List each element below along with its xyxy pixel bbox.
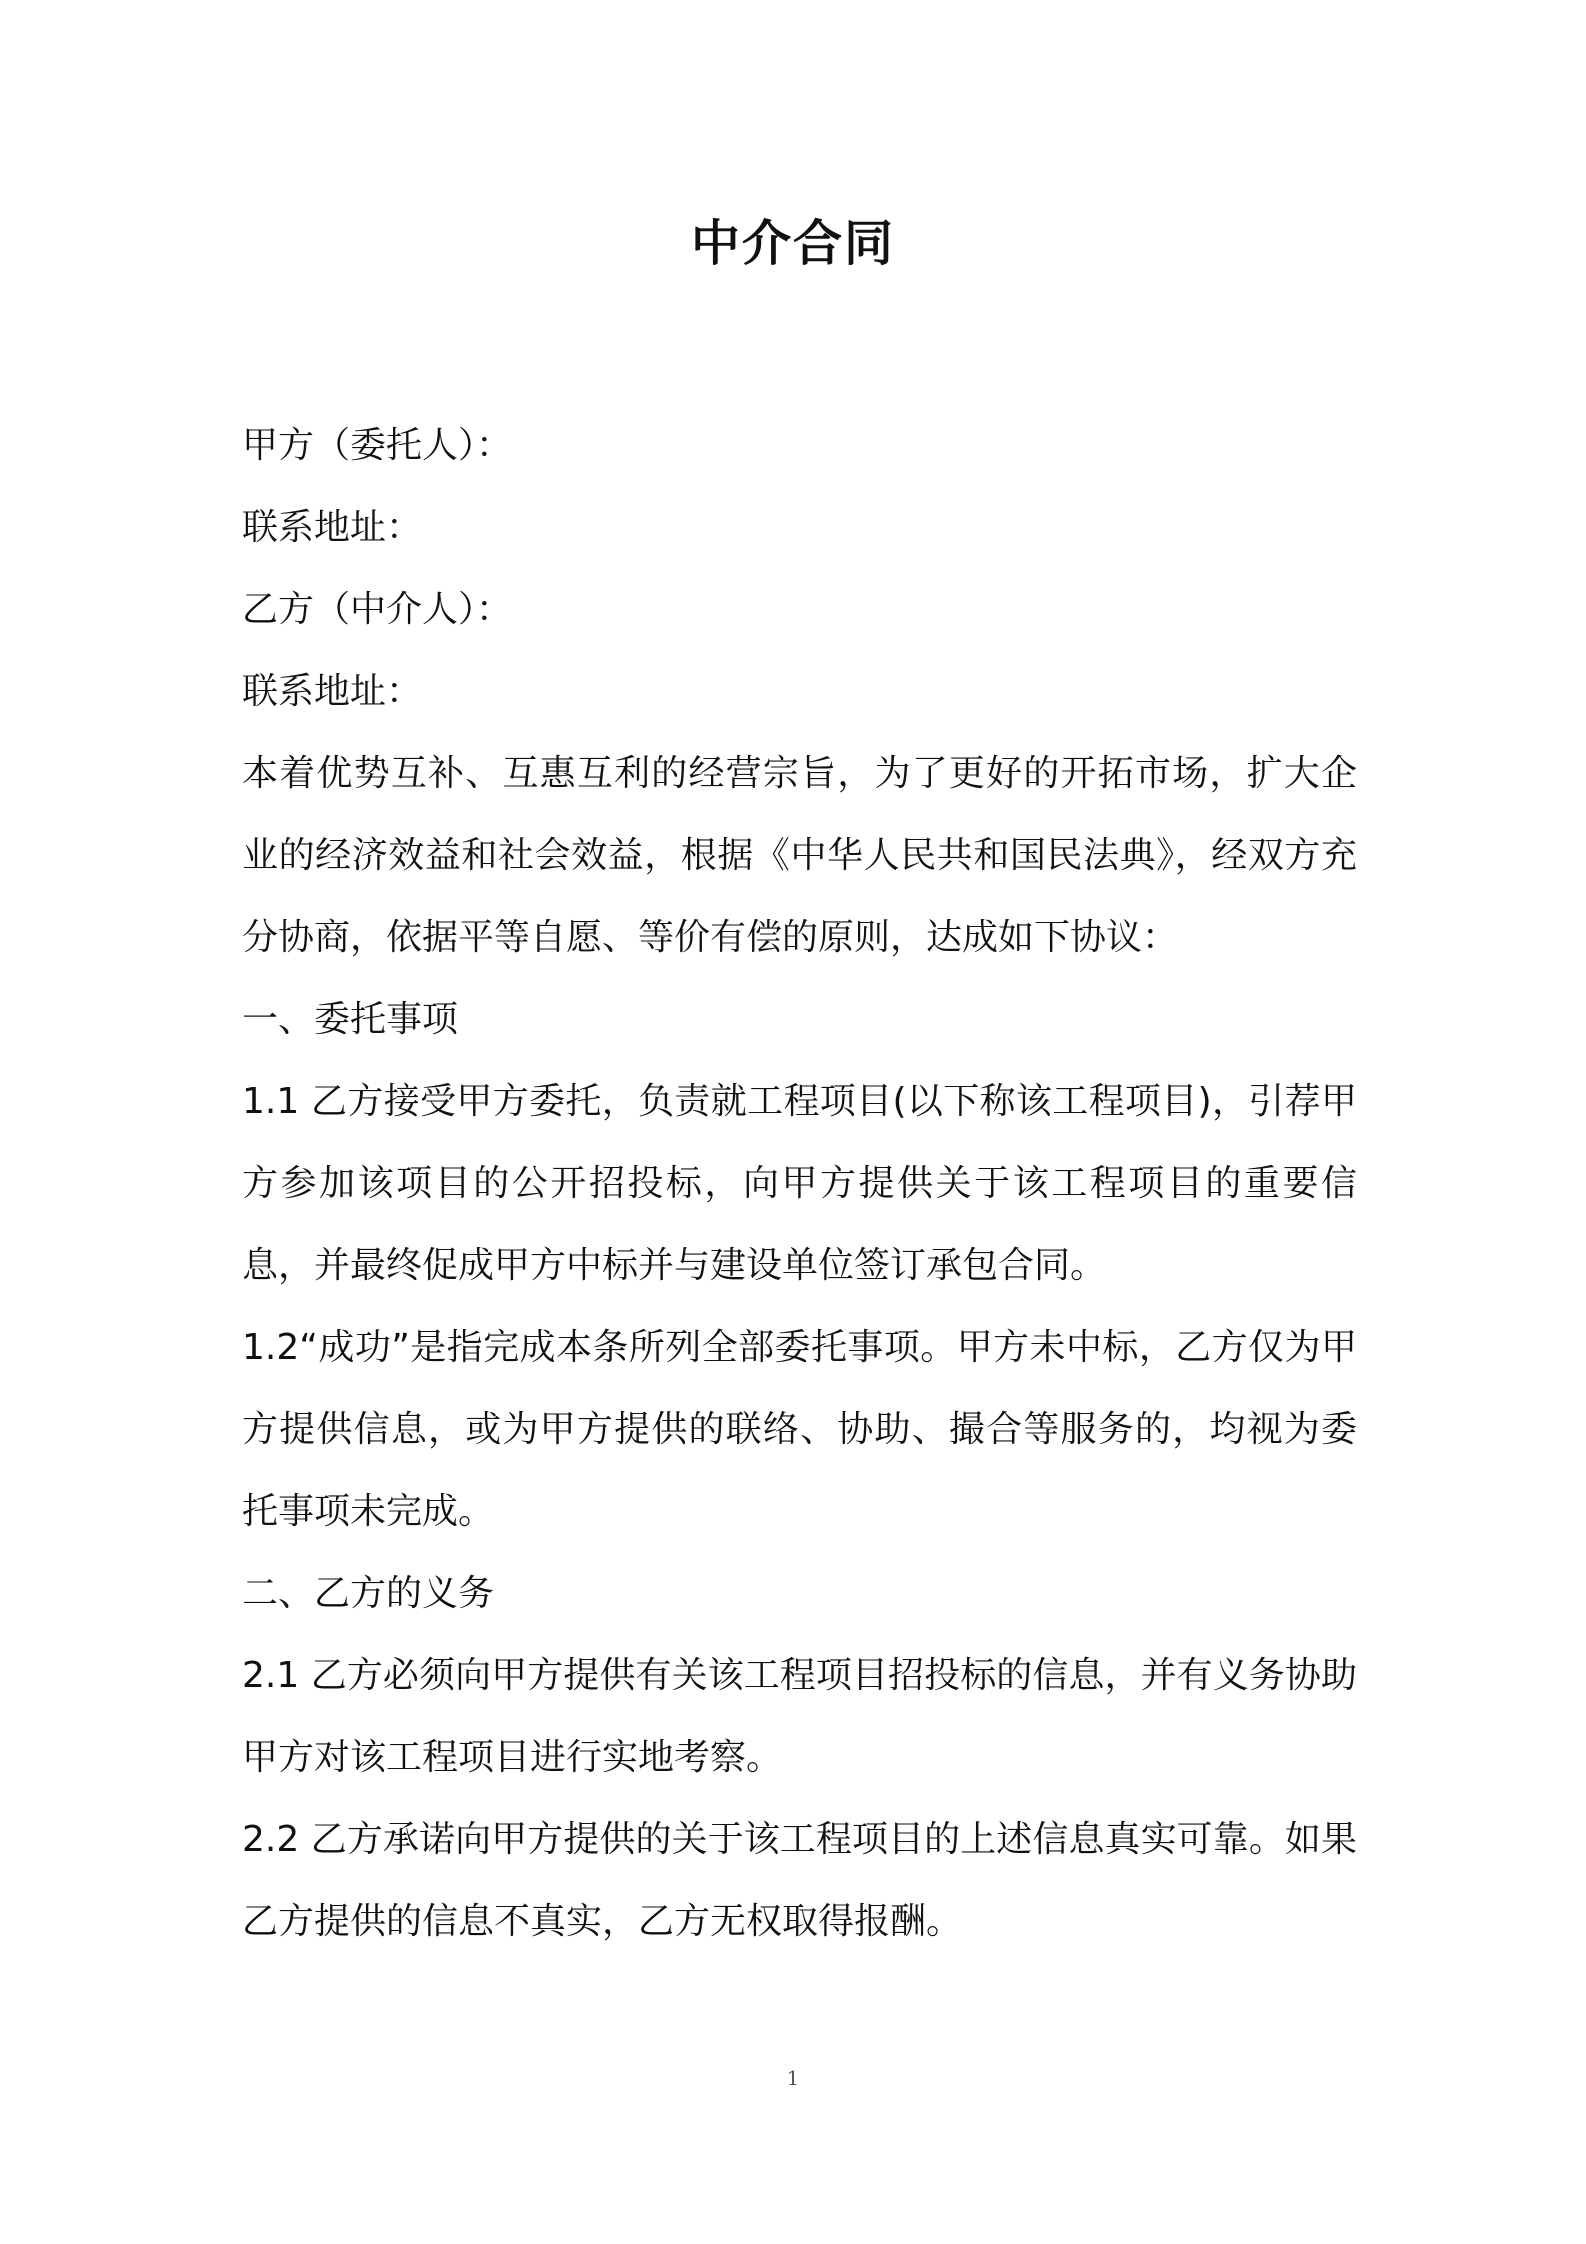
clause-2-2: 2.2 乙方承诺向甲方提供的关于该工程项目的上述信息真实可靠。如果乙方提供的信息不真实，乙方无权取得报酬。 bbox=[242, 1819, 1357, 1942]
page-number: 1 bbox=[786, 2066, 800, 2090]
clause-1-1: 1.1 乙方接受甲方委托，负责就工程项目(以下称该工程项目)，引荐甲方参加该项目的公开招投标，向甲方提供关于该工程项目的重要信息，并最终促成甲方中标并与建设单位签订承包合同。 bbox=[242, 1081, 1357, 1286]
document-body bbox=[242, 405, 1357, 1963]
party-a-line: 甲方（委托人）： bbox=[242, 425, 513, 466]
address-a-line: 联系地址： bbox=[242, 507, 423, 548]
party-b-line: 乙方（中介人）： bbox=[242, 589, 513, 630]
document-title: 中介合同 bbox=[690, 215, 895, 272]
clause-1-2: 1.2“成功”是指完成本条所列全部委托事项。甲方未中标，乙方仅为甲方提供信息，或为甲方提供的联络、协助、撮合等服务的，均视为委托事项未完成。 bbox=[242, 1327, 1357, 1532]
section-1-heading: 一、委托事项 bbox=[242, 999, 459, 1040]
address-b-line: 联系地址： bbox=[242, 671, 423, 712]
preamble-paragraph: 本着优势互补、互惠互利的经营宗旨，为了更好的开拓市场，扩大企业的经济效益和社会效益，根据《中华人民共和国民法典》，经双方充分协商，依据平等自愿、等价有偿的原则，达成如下协议： bbox=[242, 753, 1357, 958]
section-2-heading: 二、乙方的义务 bbox=[242, 1573, 495, 1614]
clause-2-1: 2.1 乙方必须向甲方提供有关该工程项目招投标的信息，并有义务协助甲方对该工程项目进行实地考察。 bbox=[242, 1655, 1357, 1778]
